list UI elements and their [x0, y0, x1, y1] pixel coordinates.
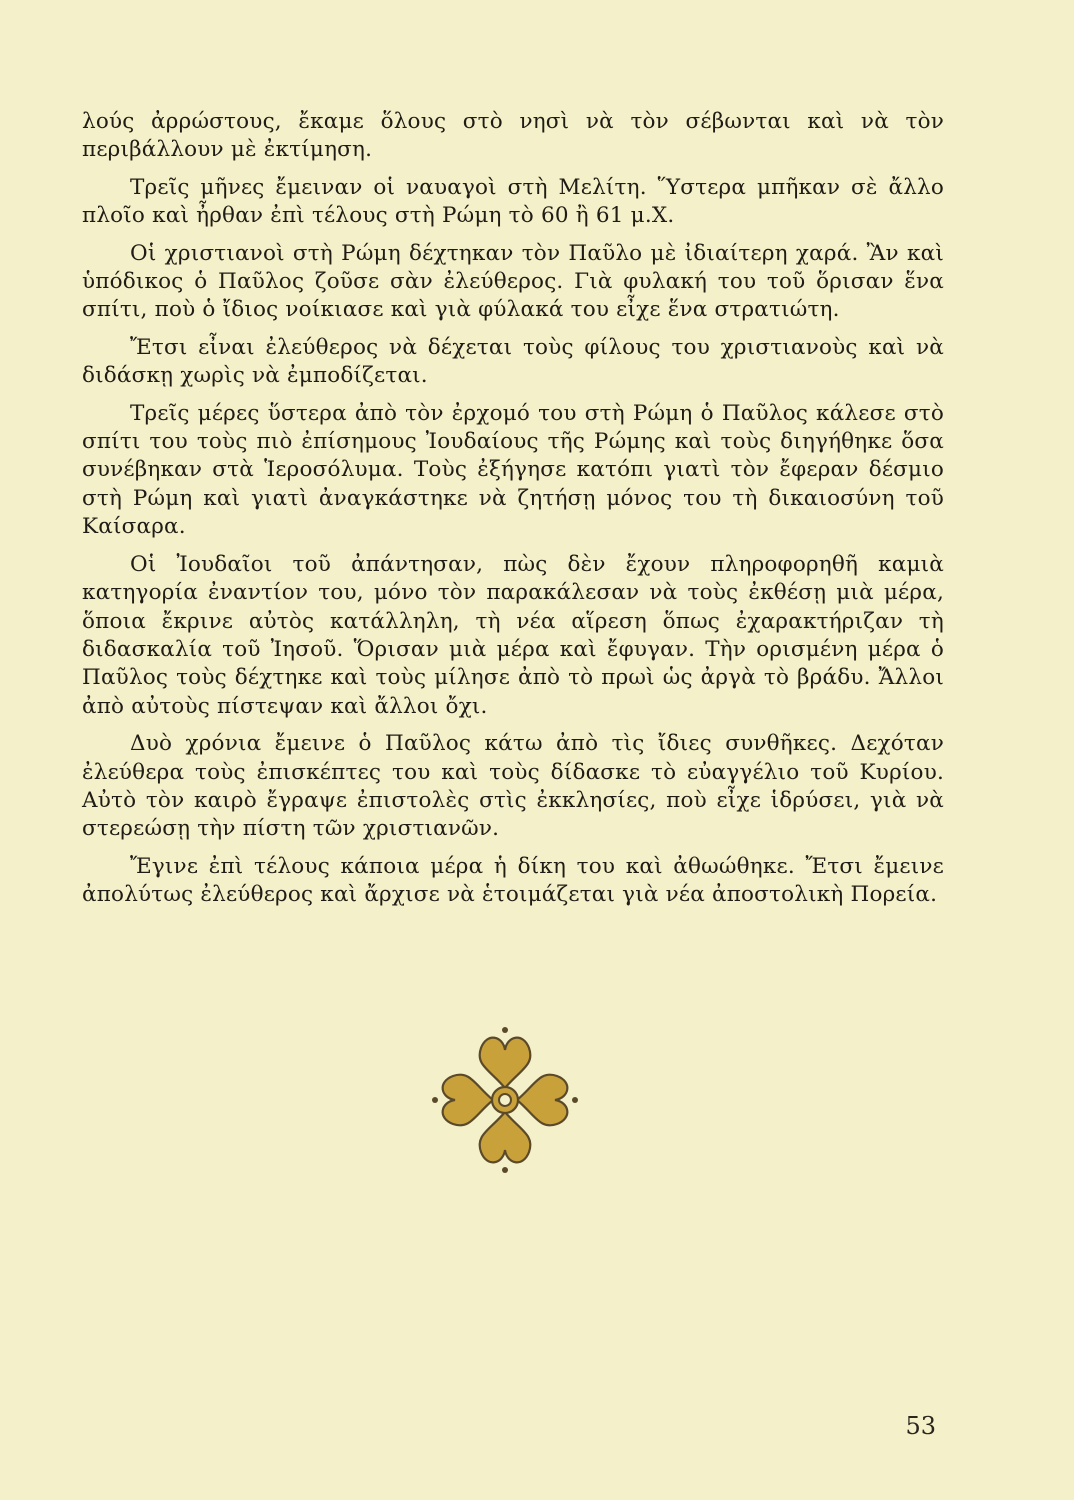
paragraph-2: Τρεῖς μῆνες ἔμειναν οἱ ναυαγοὶ στὴ Μελίτη. Ὕστερα μπῆκαν σὲ ἄλλο πλοῖο καὶ ἦρθαν ἐπὶ τέλους στὴ Ρώμη τὸ 60 ἢ 61 μ.Χ.	[82, 174, 944, 229]
paragraph-1: λούς ἀρρώστους, ἔκαμε ὅλους στὸ νησὶ νὰ τὸν σέβωνται καὶ νὰ τὸν περιβάλλουν μὲ ἐκτίμηση.	[82, 109, 944, 163]
paragraph-4: Ἔτσι εἶναι ἐλεύθερος νὰ δέχεται τοὺς φίλους του χριστιανοὺς καὶ νὰ διδάσκῃ χωρὶς νὰ ἐμποδίζεται.	[82, 334, 944, 389]
cross-ornament-icon	[415, 1010, 595, 1190]
paragraph-8: Ἔγινε ἐπὶ τέλους κάποια μέρα ἡ δίκη του καὶ ἀθωώθηκε. Ἔτσι ἔμεινε ἀπολύτως ἐλεύθερος καὶ ἄρχισε νὰ ἑτοιμάζεται γιὰ νέα ἀποστολικὴ Πορεία.	[82, 853, 944, 908]
paragraph-5: Τρεῖς μέρες ὕστερα ἀπὸ τὸν ἐρχομό του στὴ Ρώμη ὁ Παῦλος κάλεσε στὸ σπίτι του τοὺς πιὸ ἐπίσημους Ἰουδαίους τῆς Ρώμης καὶ τοὺς διηγήθηκε ὅσα συνέβηκαν στὰ Ἱεροσόλυμα. Τοὺς ἐξήγησε κατόπι γιατὶ τὸν ἔφεραν δέσμιο στὴ Ρώμη καὶ γιατὶ ἀναγκάστηκε νὰ ζητήσῃ μόνος του τὴ δικαιοσύνη τοῦ Καίσαρα.	[82, 400, 944, 540]
page-number: 53	[905, 1412, 936, 1440]
body-text	[82, 108, 944, 919]
paragraph-7: Δυὸ χρόνια ἔμεινε ὁ Παῦλος κάτω ἀπὸ τὶς ἴδιες συνθῆκες. Δεχόταν ἐλεύθερα τοὺς ἐπισκέπτες του καὶ τοὺς δίδασκε τὸ εὐαγγέλιο τοῦ Κυρίου. Αὐτὸ τὸν καιρὸ ἔγραψε ἐπιστολὲς στὶς ἐκκλησίες, ποὺ εἶχε ἱδρύσει, γιὰ νὰ στερεώσῃ τὴν πίστη τῶν χριστιανῶν.	[82, 731, 944, 842]
paragraph-3: Οἱ χριστιανοὶ στὴ Ρώμη δέχτηκαν τὸν Παῦλο μὲ ἰδιαίτερη χαρά. Ἂν καὶ ὑπόδικος ὁ Παῦλος ζοῦσε σὰν ἐλεύθερος. Γιὰ φυλακή του τοῦ ὅρισαν ἕνα σπίτι, ποὺ ὁ ἴδιος νοίκιασε καὶ γιὰ φύλακά του εἶχε ἕνα στρατιώτη.	[82, 240, 944, 323]
paragraph-6: Οἱ Ἰουδαῖοι τοῦ ἀπάντησαν, πὼς δὲν ἔχουν πληροφορηθῆ καμιὰ κατηγορία ἐναντίον του, μόνο τὸν παρακάλεσαν νὰ τοὺς ἐκθέσῃ μιὰ μέρα, ὅποια ἔκρινε αὐτὸς κατάλληλη, τὴ νέα αἵρεση ὅπως ἐχαρακτήριζαν τὴ διδασκαλία τοῦ Ἰησοῦ. Ὅρισαν μιὰ μέρα καὶ ἔφυγαν. Τὴν ορισμένη μέρα ὁ Παῦλος τοὺς δέχτηκε καὶ τοὺς μίλησε ἀπὸ τὸ πρωὶ ὡς ἀργὰ τὸ βράδυ. Ἄλλοι ἀπὸ αὐτοὺς πίστεψαν καὶ ἄλλοι ὄχι.	[82, 551, 944, 719]
